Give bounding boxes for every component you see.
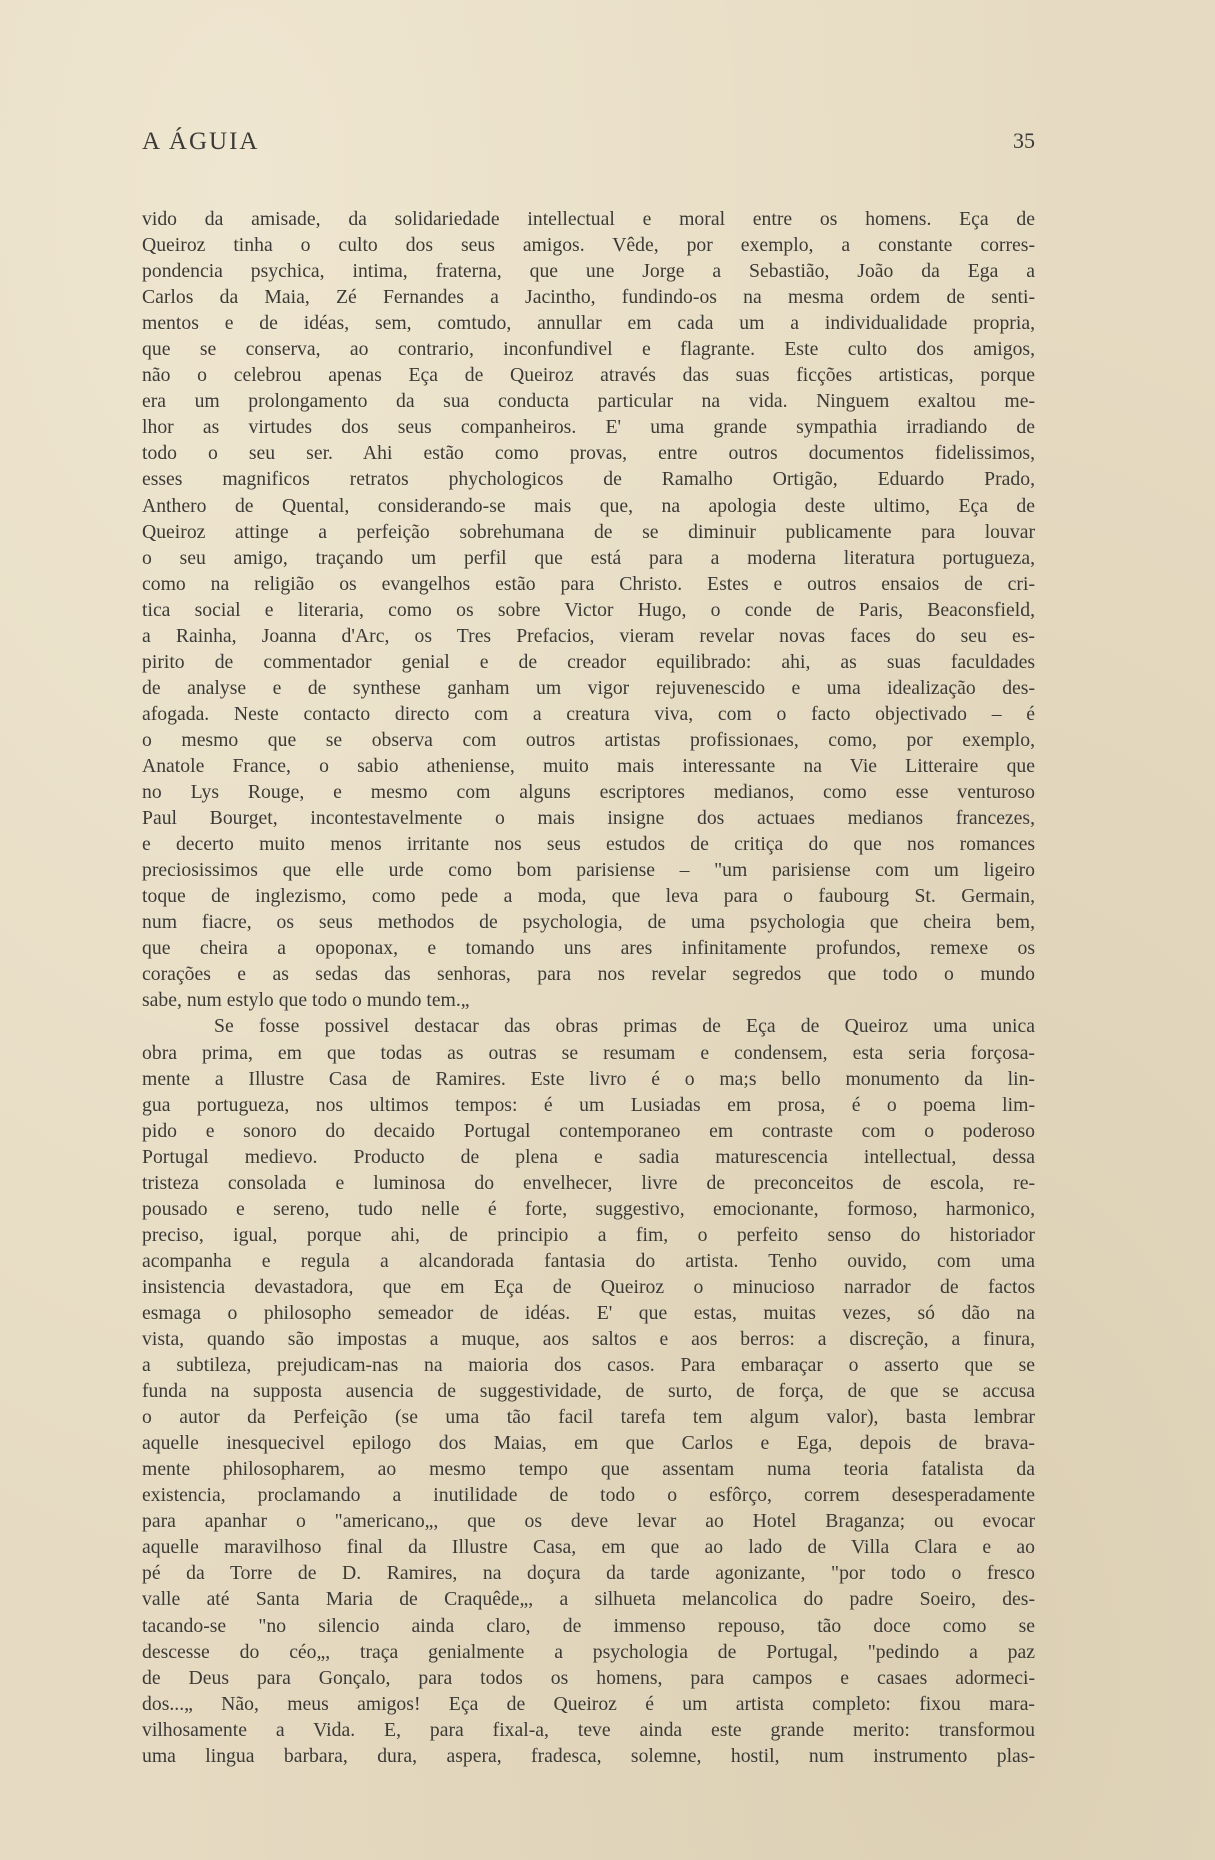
text-line: valle até Santa Maria de Craquêde„, a silhueta melancolica do padre Soeiro, des-	[142, 1588, 1035, 1611]
text-line: e decerto muito menos irritante nos seus estudos de critiça do que nos romances	[142, 833, 1035, 856]
text-line: tica social e literaria, como os sobre Victor Hugo, o conde de Paris, Beaconsfield,	[142, 598, 1035, 621]
text-line: Queiroz tinha o culto dos seus amigos. Vêde, por exemplo, a constante corres-	[142, 234, 1035, 257]
text-line: pé da Torre de D. Ramires, na doçura da tarde agonizante, "por todo o fresco	[142, 1562, 1035, 1585]
text-line: preciosissimos que elle urde como bom parisiense – "um parisiense com um ligeiro	[142, 859, 1035, 882]
text-line: tacando-se "no silencio ainda claro, de immenso repouso, tão doce como se	[142, 1614, 1035, 1637]
text-line: pirito de commentador genial e de creador equilibrado: ahi, as suas faculdades	[142, 650, 1035, 673]
text-line: tristeza consolada e luminosa do envelhecer, livre de preconceitos de escola, re-	[142, 1171, 1035, 1194]
text-line: o mesmo que se observa com outros artistas profissionaes, como, por exemplo,	[142, 728, 1035, 751]
text-line: acompanha e regula a alcandorada fantasia do artista. Tenho ouvido, com uma	[142, 1249, 1035, 1272]
text-line: Se fosse possivel destacar das obras primas de Eça de Queiroz uma unica	[214, 1015, 1035, 1038]
text-line: vilhosamente a Vida. E, para fixal-a, teve ainda este grande merito: transformou	[142, 1718, 1035, 1741]
text-line: funda na supposta ausencia de suggestividade, de surto, de força, de que se accusa	[142, 1380, 1035, 1403]
text-line: mente a Illustre Casa de Ramires. Este livro é o ma;s bello monumento da lin-	[142, 1067, 1035, 1090]
text-line: aquelle maravilhoso final da Illustre Casa, em que ao lado de Villa Clara e ao	[142, 1536, 1035, 1559]
text-line: todo o seu ser. Ahi estão como provas, entre outros documentos fidelissimos,	[142, 442, 1035, 465]
text-line: de analyse e de synthese ganham um vigor rejuvenescido e uma idealização des-	[142, 676, 1035, 699]
text-line: de Deus para Gonçalo, para todos os homens, para campos e casaes adormeci-	[142, 1666, 1035, 1689]
text-line: vido da amisade, da solidariedade intellectual e moral entre os homens. Eça de	[142, 208, 1035, 230]
text-line: afogada. Neste contacto directo com a creatura viva, com o facto objectivado – é	[142, 702, 1035, 725]
text-line: mente philosopharem, ao mesmo tempo que assentam numa teoria fatalista da	[142, 1458, 1035, 1481]
text-line: no Lys Rouge, e mesmo com alguns escriptores medianos, como esse venturoso	[142, 781, 1035, 804]
text-line: num fiacre, os seus methodos de psychologia, de uma psychologia que cheira bem,	[142, 911, 1035, 934]
text-line: a subtileza, prejudicam-nas na maioria dos casos. Para embaraçar o asserto que se	[142, 1354, 1035, 1377]
text-line: o seu amigo, traçando um perfil que está para a moderna literatura portugueza,	[142, 546, 1035, 569]
text-line: era um prolongamento da sua conducta particular na vida. Ninguem exaltou me-	[142, 390, 1035, 413]
text-line: para apanhar o "americano„, que os deve levar ao Hotel Braganza; ou evocar	[142, 1510, 1035, 1533]
text-line: não o celebrou apenas Eça de Queiroz através das suas ficções artisticas, porque	[142, 364, 1035, 387]
text-line: obra prima, em que todas as outras se resumam e condensem, esta seria forçosa-	[142, 1041, 1035, 1064]
text-line: esmaga o philosopho semeador de idéas. E' que estas, muitas vezes, só dão na	[142, 1301, 1035, 1324]
text-line: gua portugueza, nos ultimos tempos: é um Lusiadas em prosa, é o poema lim-	[142, 1093, 1035, 1116]
text-line: Queiroz attinge a perfeição sobrehumana de se diminuir publicamente para louvar	[142, 520, 1035, 543]
running-head	[142, 128, 1035, 158]
text-line: insistencia devastadora, que em Eça de Queiroz o minucioso narrador de factos	[142, 1275, 1035, 1298]
text-line: toque de inglezismo, como pede a moda, que leva para o faubourg St. Germain,	[142, 885, 1035, 908]
text-line: vista, quando são impostas a muque, aos saltos e aos berros: a discreção, a finura,	[142, 1328, 1035, 1351]
text-line: pido e sonoro do decaido Portugal contemporaneo em contraste com o poderoso	[142, 1119, 1035, 1142]
text-line: Portugal medievo. Producto de plena e sadia maturescencia intellectual, dessa	[142, 1145, 1035, 1168]
text-line: Paul Bourget, incontestavelmente o mais insigne dos actuaes medianos francezes,	[142, 807, 1035, 830]
text-line: aquelle inesquecivel epilogo dos Maias, em que Carlos e Ega, depois de brava-	[142, 1432, 1035, 1455]
text-line: lhor as virtudes dos seus companheiros. E' uma grande sympathia irradiando de	[142, 416, 1035, 439]
text-line: uma lingua barbara, dura, aspera, fradesca, solemne, hostil, num instrumento plas-	[142, 1744, 1035, 1767]
text-line: descesse do céo„, traça genialmente a psychologia de Portugal, "pedindo a paz	[142, 1640, 1035, 1663]
text-line: sabe, num estylo que todo o mundo tem.„	[142, 989, 470, 1012]
text-line: como na religião os evangelhos estão para Christo. Estes e outros ensaios de cri-	[142, 572, 1035, 595]
text-line: Anatole France, o sabio atheniense, muito mais interessante na Vie Litteraire que	[142, 754, 1035, 777]
text-line: pondencia psychica, intima, fraterna, que une Jorge a Sebastião, João da Ega a	[142, 260, 1035, 283]
text-line: a Rainha, Joanna d'Arc, os Tres Prefacios, vieram revelar novas faces do seu es-	[142, 624, 1035, 647]
text-line: Carlos da Maia, Zé Fernandes a Jacintho, fundindo-os na mesma ordem de senti-	[142, 286, 1035, 309]
text-line: Anthero de Quental, considerando-se mais que, na apologia deste ultimo, Eça de	[142, 494, 1035, 517]
text-line: corações e as sedas das senhoras, para nos revelar segredos que todo o mundo	[142, 963, 1035, 986]
journal-title: A ÁGUIA	[142, 128, 260, 155]
text-line: pousado e sereno, tudo nelle é forte, suggestivo, emocionante, formoso, harmonico,	[142, 1197, 1035, 1220]
body-text	[142, 206, 1035, 1769]
text-line: mentos e de idéas, sem, comtudo, annullar em cada um a individualidade propria,	[142, 312, 1035, 335]
text-line: existencia, proclamando a inutilidade de todo o esfôrço, correm desesperadamente	[142, 1484, 1035, 1507]
text-line: preciso, igual, porque ahi, de principio a fim, o perfeito senso do historiador	[142, 1223, 1035, 1246]
text-line: que se conserva, ao contrario, inconfundivel e flagrante. Este culto dos amigos,	[142, 338, 1035, 361]
text-line: esses magnificos retratos phychologicos de Ramalho Ortigão, Eduardo Prado,	[142, 468, 1035, 491]
page-number: 35	[1013, 128, 1035, 153]
text-line: que cheira a opoponax, e tomando uns ares infinitamente profundos, remexe os	[142, 937, 1035, 960]
text-line: dos...„ Não, meus amigos! Eça de Queiroz é um artista completo: fixou mara-	[142, 1692, 1035, 1715]
text-line: o autor da Perfeição (se uma tão facil tarefa tem algum valor), basta lembrar	[142, 1406, 1035, 1429]
